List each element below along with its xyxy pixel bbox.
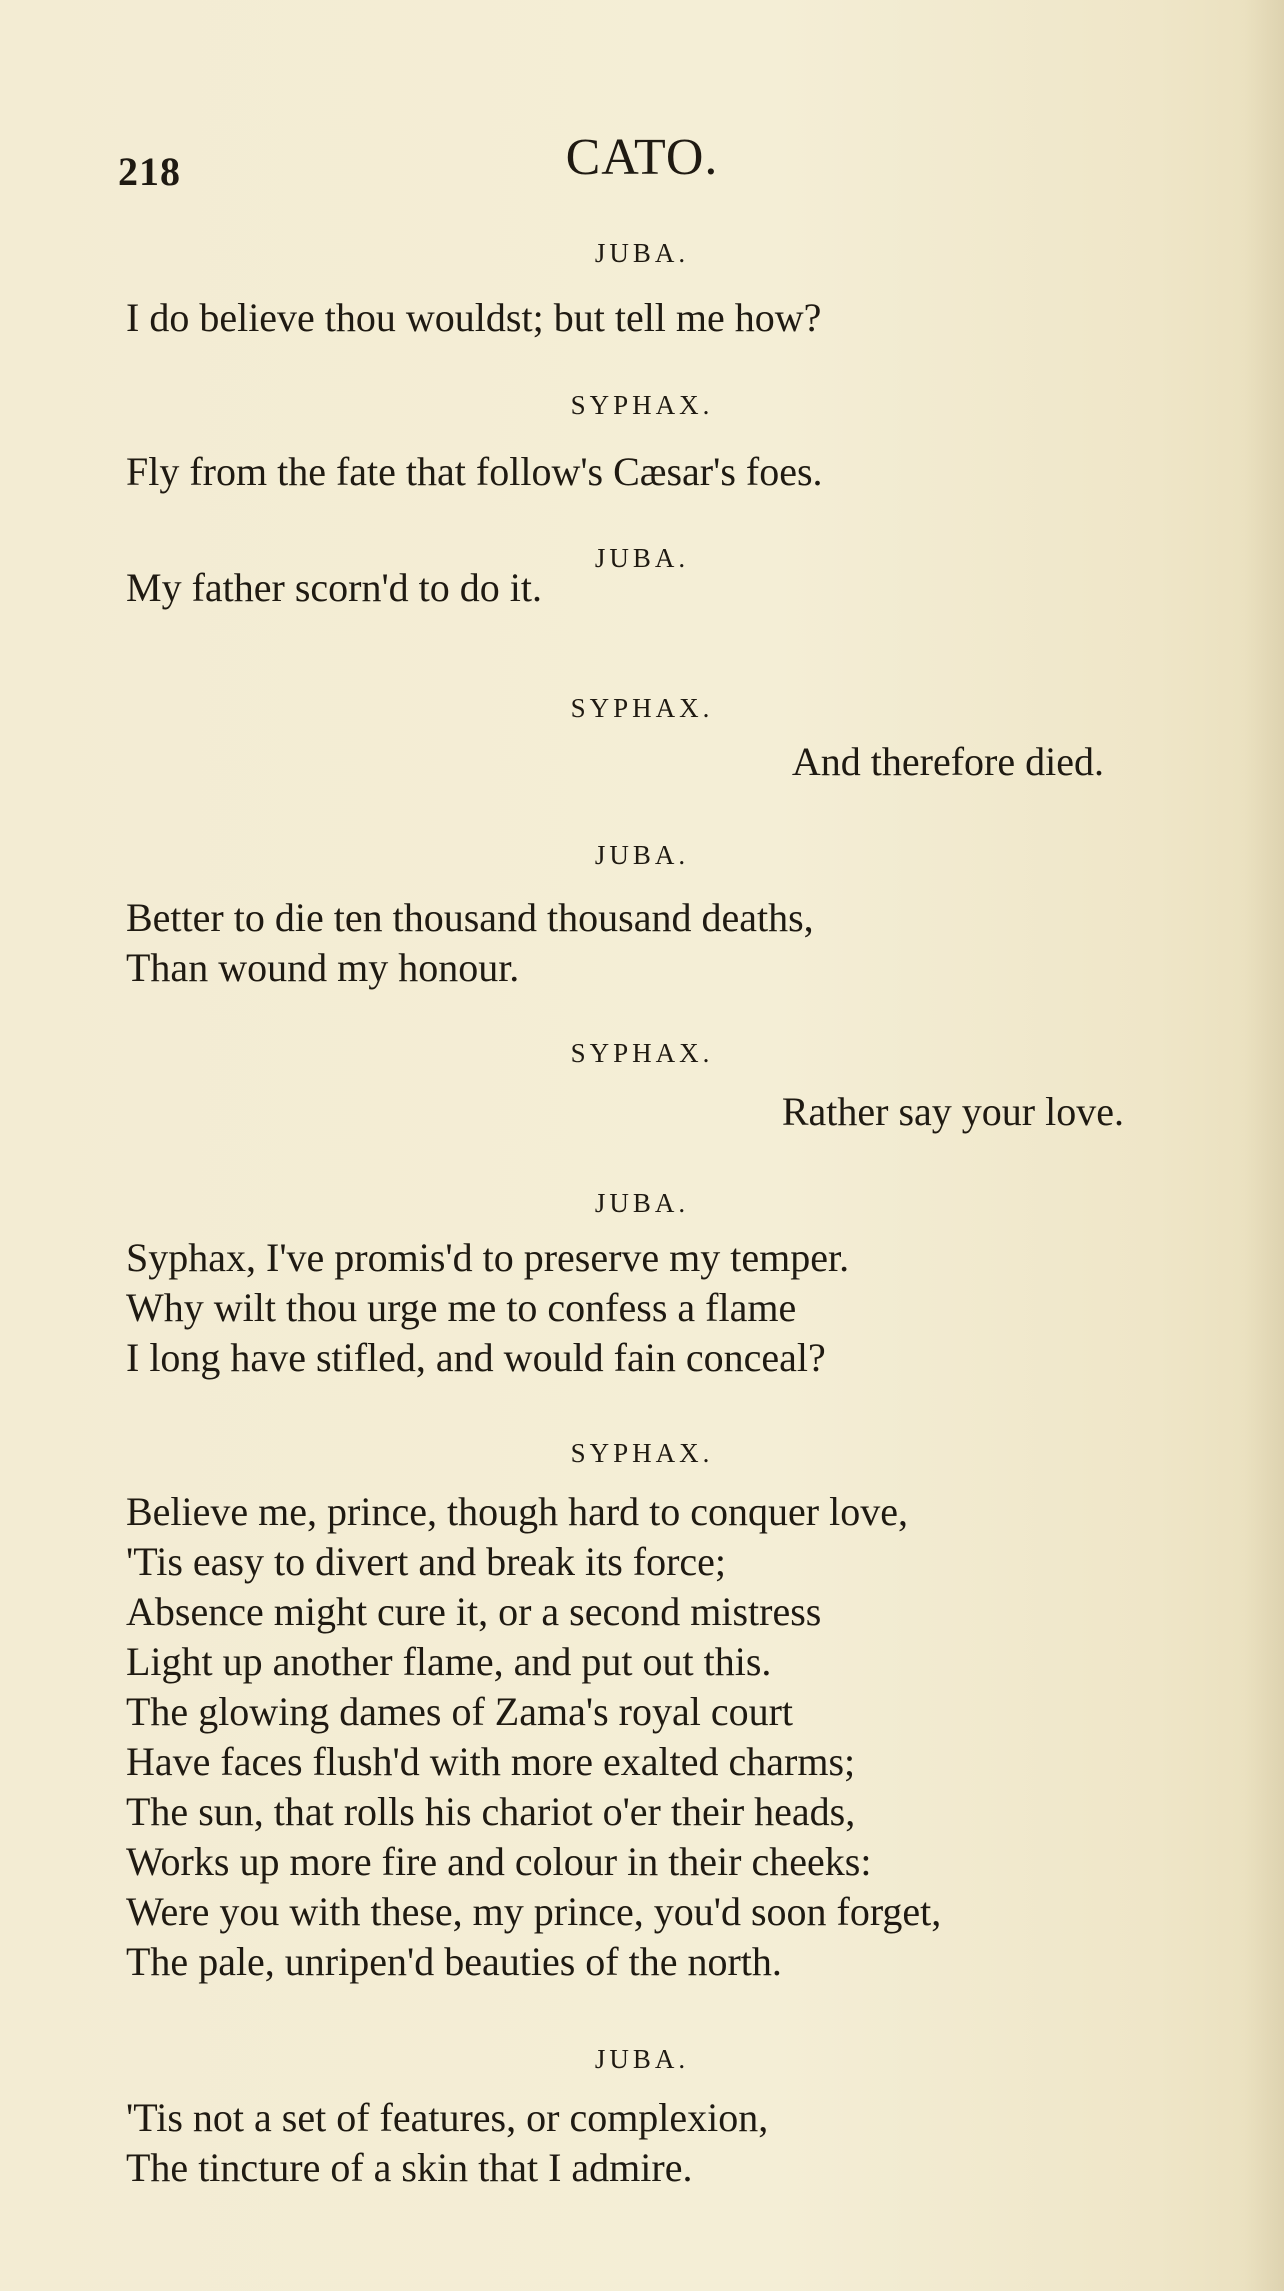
verse-line: Rather say your love. xyxy=(781,1089,1124,1134)
speaker-name: JUBA. xyxy=(594,238,690,268)
speaker-name: JUBA. xyxy=(594,1188,690,1218)
speaker-name: SYPHAX. xyxy=(570,390,714,420)
page-number: 218 xyxy=(118,149,181,194)
speaker-name: SYPHAX. xyxy=(570,1438,714,1468)
verse-line: The pale, unripen'd beauties of the north. xyxy=(126,1939,782,1984)
verse-line: The tincture of a skin that I admire. xyxy=(126,2145,693,2190)
verse-line: Were you with these, my prince, you'd soon forget, xyxy=(126,1889,942,1934)
verse-line: My father scorn'd to do it. xyxy=(126,565,543,610)
verse-line: 'Tis not a set of features, or complexion, xyxy=(126,2095,769,2140)
speaker-name: JUBA. xyxy=(594,2044,690,2074)
speaker-name: SYPHAX. xyxy=(570,693,714,723)
verse-line: Fly from the fate that follow's Cæsar's foes. xyxy=(126,449,823,494)
verse-line: Why wilt thou urge me to confess a flame xyxy=(126,1285,797,1330)
verse-line: Believe me, prince, though hard to conquer love, xyxy=(126,1489,908,1534)
verse-line: Have faces flush'd with more exalted charms; xyxy=(126,1739,856,1784)
verse-line: The glowing dames of Zama's royal court xyxy=(126,1689,794,1734)
verse-line: I do believe thou wouldst; but tell me how? xyxy=(126,295,822,340)
verse-line: Works up more fire and colour in their cheeks: xyxy=(126,1839,872,1884)
running-head: CATO. xyxy=(565,129,719,186)
verse-line: I long have stifled, and would fain conceal? xyxy=(126,1335,826,1380)
verse-line: Better to die ten thousand thousand deaths, xyxy=(126,895,814,940)
speaker-name: JUBA. xyxy=(594,543,690,573)
speaker-name: JUBA. xyxy=(594,840,690,870)
verse-line: The sun, that rolls his chariot o'er their heads, xyxy=(126,1789,856,1834)
verse-line: Syphax, I've promis'd to preserve my temper. xyxy=(126,1235,850,1280)
verse-line: Than wound my honour. xyxy=(126,945,520,990)
verse-line: Absence might cure it, or a second mistress xyxy=(126,1589,822,1634)
verse-line: 'Tis easy to divert and break its force; xyxy=(126,1539,727,1584)
speaker-name: SYPHAX. xyxy=(570,1038,714,1068)
verse-line: Light up another flame, and put out this. xyxy=(126,1639,772,1684)
verse-line: And therefore died. xyxy=(791,739,1104,784)
